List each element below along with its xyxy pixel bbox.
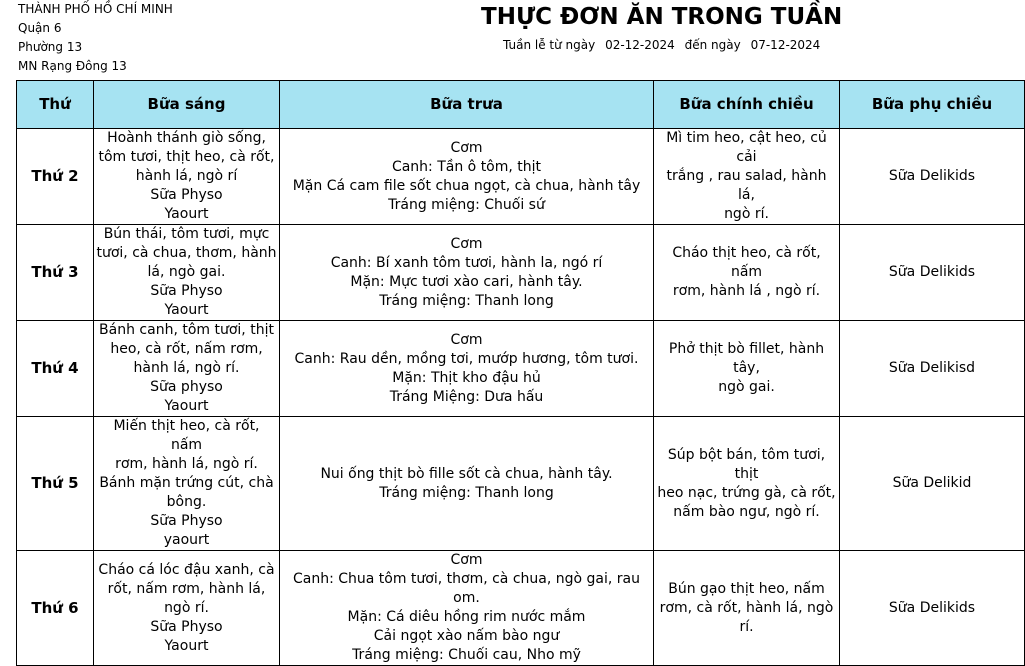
menu-line: rơm, hành lá , ngò rí.: [672, 283, 821, 299]
day-cell: Thứ 6: [17, 551, 94, 666]
org-line-ward: Phường 13: [18, 40, 83, 54]
day-cell: Thứ 4: [17, 321, 94, 417]
end-date: 07-12-2024: [750, 38, 821, 52]
dinner-cell: [654, 129, 840, 225]
menu-line: Bánh mặn trứng cút, chà: [99, 475, 274, 491]
menu-line: rí.: [739, 618, 754, 635]
menu-line: Canh: Tần ô tôm, thịt: [391, 158, 542, 175]
weekly-menu-table: [16, 80, 1025, 666]
menu-line: rơm, hành lá, ngò rí.: [115, 456, 258, 472]
menu-line: hành lá, ngò rí: [135, 168, 238, 184]
column-header-dinner: Bữa chính chiều: [654, 81, 840, 129]
menu-line: ngò rí.: [724, 206, 769, 222]
snack-cell: [840, 551, 1025, 666]
menu-line: Sữa Physo: [150, 283, 223, 299]
menu-line: Canh: Bí xanh tôm tươi, hành la, ngó rí: [330, 254, 603, 271]
week-label: Tuần lễ từ ngày: [503, 38, 596, 52]
menu-line: yaourt: [163, 532, 210, 548]
menu-line: Mặn: Mực tươi xào cari, hành tây.: [350, 273, 583, 290]
menu-line: Sữa Physo: [150, 187, 223, 203]
org-line-school: MN Rạng Đông 13: [18, 59, 127, 73]
menu-line: Cháo thịt heo, cà rốt, nấm: [672, 245, 821, 280]
menu-line: Yaourt: [164, 302, 209, 318]
dinner-cell: [654, 417, 840, 551]
day-cell: Thứ 3: [17, 225, 94, 321]
org-line-city: THÀNH PHỐ HỒ CHÍ MINH: [18, 2, 173, 16]
menu-line: Bún gạo thịt heo, nấm: [668, 580, 825, 597]
page-title: THỰC ĐƠN ĂN TRONG TUẦN: [481, 4, 843, 30]
breakfast-cell: [94, 417, 280, 551]
snack-cell: [840, 321, 1025, 417]
menu-line: Nui ống thịt bò fille sốt cà chua, hành tây.: [320, 465, 613, 482]
menu-line: Yaourt: [164, 637, 209, 654]
table-row: [17, 129, 1025, 225]
table-row: [17, 417, 1025, 551]
to-label: đến ngày: [684, 38, 741, 52]
menu-line: Yaourt: [164, 206, 209, 222]
organization-info: [18, 0, 173, 76]
week-range: [503, 38, 826, 52]
org-line-district: Quận 6: [18, 21, 62, 35]
menu-line: Tráng miệng: Chuối sứ: [388, 196, 545, 213]
menu-line: Sữa Physo: [150, 513, 223, 529]
menu-line: Tráng Miệng: Dưa hấu: [389, 388, 544, 405]
menu-line: Canh: Rau dền, mồng tơi, mướp hương, tôm tươi.: [294, 350, 639, 367]
table-row: [17, 321, 1025, 417]
menu-line: heo nạc, trứng gà, cà rốt,: [657, 484, 836, 501]
menu-line: Mặn Cá cam file sốt chua ngọt, cà chua, hành tây: [292, 177, 641, 194]
menu-line: Sữa Physo: [150, 618, 223, 635]
breakfast-cell: [94, 225, 280, 321]
column-header-lunch: Bữa trưa: [280, 81, 654, 129]
menu-line: Miến thịt heo, cà rốt, nấm: [113, 418, 260, 453]
menu-line: Sữa Delikids: [888, 168, 976, 184]
menu-line: Bánh canh, tôm tươi, thịt: [99, 322, 274, 338]
breakfast-cell: [94, 129, 280, 225]
menu-line: hành lá, ngò rí.: [133, 360, 240, 376]
menu-line: ngò gai.: [718, 379, 775, 395]
menu-line: bông.: [166, 494, 207, 510]
menu-line: Phở thịt bò fillet, hành tây,: [668, 341, 825, 376]
menu-line: ngò rí.: [164, 599, 209, 616]
table-header-row: [17, 81, 1025, 129]
menu-line: lá, ngò gai.: [147, 264, 226, 280]
menu-line: Tráng miệng: Thanh long: [379, 484, 554, 501]
menu-line: Sữa physo: [150, 379, 223, 395]
day-cell: Thứ 5: [17, 417, 94, 551]
breakfast-cell: [94, 551, 280, 666]
menu-line: Cháo cá lóc đậu xanh, cà: [98, 561, 275, 578]
menu-line: rốt, nấm rơm, hành lá,: [107, 580, 266, 597]
menu-line: Sữa Delikids: [888, 599, 976, 616]
menu-line: Cải ngọt xào nấm bào ngư: [373, 628, 560, 644]
menu-line: Tráng miệng: Chuối cau, Nho mỹ: [352, 647, 581, 663]
column-header-snack: Bữa phụ chiều: [840, 81, 1025, 129]
menu-line: rơm, cà rốt, hành lá, ngò: [659, 599, 834, 616]
menu-line: Mặn: Thịt kho đậu hủ: [392, 369, 541, 386]
menu-line: Cơm: [450, 235, 483, 252]
lunch-cell: [280, 225, 654, 321]
column-header-day: Thứ: [17, 81, 94, 129]
menu-line: Sữa Delikisd: [888, 360, 976, 376]
menu-line: heo, cà rốt, nấm rơm,: [110, 341, 263, 357]
menu-line: Canh: Chua tôm tươi, thơm, cà chua, ngò gai, rau om.: [292, 571, 641, 606]
menu-line: Cơm: [450, 331, 483, 348]
lunch-cell: [280, 417, 654, 551]
dinner-cell: [654, 225, 840, 321]
table-row: [17, 225, 1025, 321]
menu-line: Sữa Delikid: [892, 475, 972, 491]
menu-line: trắng , rau salad, hành lá,: [666, 168, 827, 203]
menu-line: Yaourt: [164, 398, 209, 414]
lunch-cell: [280, 129, 654, 225]
table-row: [17, 551, 1025, 666]
menu-line: tươi, cà chua, thơm, hành: [96, 245, 277, 261]
dinner-cell: [654, 321, 840, 417]
snack-cell: [840, 225, 1025, 321]
menu-line: Cơm: [450, 552, 483, 568]
menu-line: Bún thái, tôm tươi, mực: [103, 226, 270, 242]
menu-line: Cơm: [450, 139, 483, 156]
breakfast-cell: [94, 321, 280, 417]
menu-line: Hoành thánh giò sống,: [107, 130, 266, 146]
menu-line: Mì tim heo, cật heo, củ cải: [666, 130, 827, 165]
start-date: 02-12-2024: [605, 38, 675, 52]
menu-line: nấm bào ngư, ngò rí.: [673, 503, 820, 520]
day-cell: Thứ 2: [17, 129, 94, 225]
snack-cell: [840, 129, 1025, 225]
dinner-cell: [654, 551, 840, 666]
lunch-cell: [280, 321, 654, 417]
snack-cell: [840, 417, 1025, 551]
menu-line: tôm tươi, thịt heo, cà rốt,: [98, 149, 275, 165]
menu-line: Sữa Delikids: [888, 264, 976, 280]
menu-line: Tráng miệng: Thanh long: [379, 292, 554, 309]
column-header-breakfast: Bữa sáng: [94, 81, 280, 129]
menu-line: Mặn: Cá diêu hồng rim nước mắm: [347, 609, 586, 625]
lunch-cell: [280, 551, 654, 666]
menu-line: Súp bột bán, tôm tươi, thịt: [667, 446, 826, 482]
